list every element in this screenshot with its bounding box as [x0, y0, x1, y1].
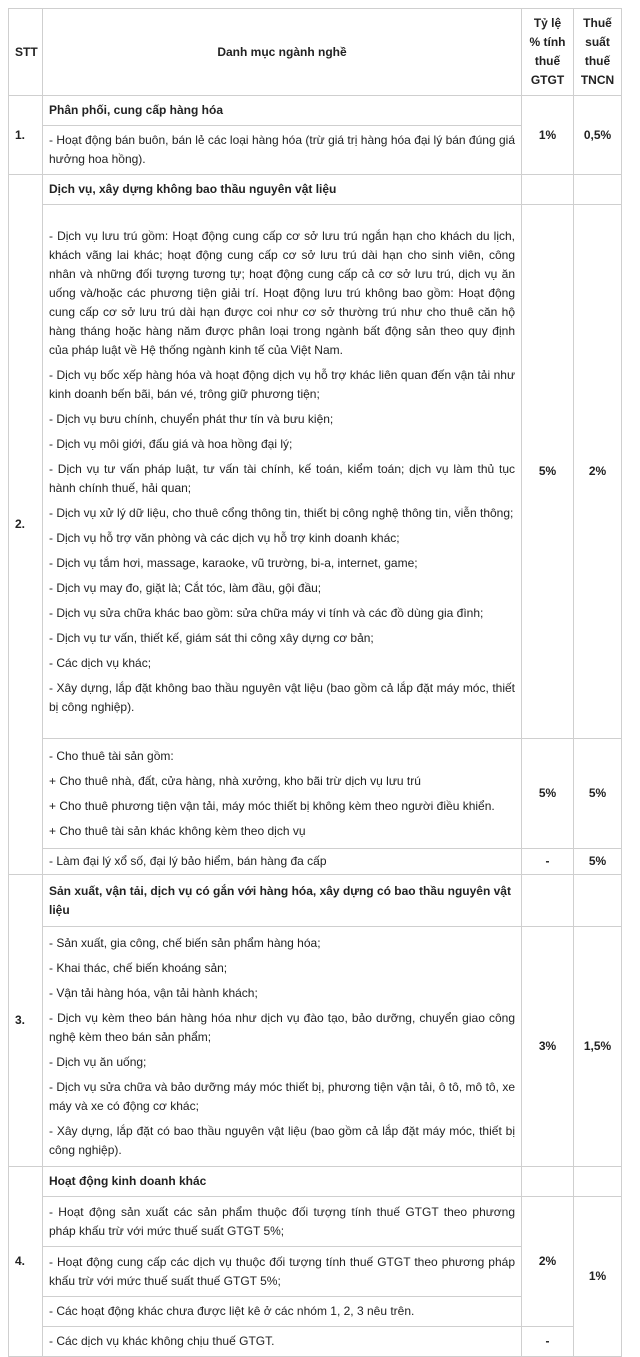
list-item: - Các hoạt động khác chưa được liệt kê ở các nhóm 1, 2, 3 nêu trên.	[43, 1297, 522, 1327]
group-1-vat: 1%	[522, 96, 574, 175]
group-3-title: Sản xuất, vận tải, dịch vụ có gắn với hàng hóa, xây dựng có bao thầu nguyên vật liệu	[43, 875, 522, 927]
list-item: - Dịch vụ bưu chính, chuyển phát thư tín và bưu kiện;	[49, 411, 334, 426]
group-2-rental	[43, 739, 522, 849]
group-4-pit: 1%	[574, 1197, 622, 1357]
list-item: - Dịch vụ tư vấn pháp luật, tư vấn tài chính, kế toán, kiểm toán; dịch vụ làm thủ tục hành chính thuế, hải quan;	[49, 461, 515, 495]
group-2-rental-vat: 5%	[522, 739, 574, 849]
list-item: - Dịch vụ tắm hơi, massage, karaoke, vũ trường, bi-a, internet, game;	[49, 555, 418, 570]
list-item: - Dịch vụ sửa chữa và bảo dưỡng máy móc thiết bị, phương tiện vận tải, ô tô, mô tô, xe máy và xe có động cơ khác;	[49, 1079, 515, 1113]
group-2-agency-vat: -	[522, 849, 574, 875]
group-2-number: 2.	[9, 175, 43, 875]
list-item: - Dịch vụ môi giới, đấu giá và hoa hồng đại lý;	[49, 436, 293, 451]
group-1-title: Phân phối, cung cấp hàng hóa	[43, 96, 522, 126]
empty-cell	[522, 1167, 574, 1197]
group-4-last-row	[9, 1327, 622, 1357]
group-4-title: Hoạt động kinh doanh khác	[43, 1167, 522, 1197]
group-1-title-row	[9, 96, 622, 126]
group-4-number: 4.	[9, 1167, 43, 1357]
group-3-pit: 1,5%	[574, 927, 622, 1167]
empty-cell	[522, 875, 574, 927]
group-4-vat: 2%	[522, 1197, 574, 1327]
group-2-vat: 5%	[522, 205, 574, 739]
list-item: + Cho thuê nhà, đất, cửa hàng, nhà xưởng, kho bãi trừ dịch vụ lưu trú	[49, 773, 421, 788]
group-2-pit: 2%	[574, 205, 622, 739]
empty-cell	[574, 875, 622, 927]
empty-cell	[574, 175, 622, 205]
list-item-text: - Hoạt động cung cấp các dịch vụ thuộc đối tượng tính thuế GTGT theo phương pháp khấu trừ với mức thuế suất thuế GTGT 5%;	[49, 1254, 515, 1288]
group-4-last-vat: -	[522, 1327, 574, 1357]
group-3-title-row	[9, 875, 622, 927]
header-pit-rate: Thuế suất thuế TNCN	[574, 9, 622, 96]
list-item	[43, 1197, 522, 1247]
group-3-vat: 3%	[522, 927, 574, 1167]
tax-rate-table	[8, 8, 622, 1357]
header-category: Danh mục ngành nghề	[43, 9, 522, 96]
list-item: - Hoạt động bán buôn, bán lẻ các loại hàng hóa (trừ giá trị hàng hóa đại lý bán đúng giá hưởng hoa hồng).	[49, 133, 515, 166]
list-item: - Dịch vụ hỗ trợ văn phòng và các dịch vụ hỗ trợ kinh doanh khác;	[49, 530, 400, 545]
group-3-items-row	[9, 927, 622, 1167]
list-item-text: - Hoạt động sản xuất các sản phẩm thuộc đối tượng tính thuế GTGT theo phương pháp khấu trừ với mức thuế suất GTGT 5%;	[49, 1204, 515, 1238]
group-1-items	[43, 126, 522, 175]
group-4-item-row	[9, 1197, 622, 1247]
empty-cell	[522, 175, 574, 205]
group-4-title-row	[9, 1167, 622, 1197]
group-3-number: 3.	[9, 875, 43, 1167]
header-row	[9, 9, 622, 96]
list-item: - Dịch vụ xử lý dữ liệu, cho thuê cổng thông tin, thiết bị công nghệ thông tin, viễn thông;	[49, 505, 514, 520]
list-item: + Cho thuê phương tiện vận tải, máy móc thiết bị không kèm theo người điều khiển.	[49, 798, 495, 813]
group-2-rental-row	[9, 739, 622, 849]
list-item: - Các dịch vụ khác không chịu thuế GTGT.	[43, 1327, 522, 1357]
group-2-title-row	[9, 175, 622, 205]
empty-cell	[574, 1167, 622, 1197]
list-item: - Các dịch vụ khác;	[49, 655, 152, 670]
list-item: - Dịch vụ kèm theo bán hàng hóa như dịch vụ đào tạo, bảo dưỡng, chuyển giao công nghệ kèm theo bán sản phẩm;	[49, 1010, 515, 1044]
group-2-title: Dịch vụ, xây dựng không bao thầu nguyên vật liệu	[43, 175, 522, 205]
list-item: - Xây dựng, lắp đặt không bao thầu nguyên vật liệu (bao gồm cả lắp đặt máy móc, thiết bị công nghiệp).	[49, 680, 515, 714]
list-item	[43, 1247, 522, 1297]
list-item: - Dịch vụ may đo, giặt là; Cắt tóc, làm đầu, gội đầu;	[49, 580, 322, 595]
group-2-services	[43, 205, 522, 739]
group-1-pit: 0,5%	[574, 96, 622, 175]
list-item: - Cho thuê tài sản gồm:	[49, 748, 174, 763]
header-vat-rate: Tỷ lệ % tính thuế GTGT	[522, 9, 574, 96]
group-2-rental-pit: 5%	[574, 739, 622, 849]
group-2-services-row	[9, 205, 622, 739]
group-1-number: 1.	[9, 96, 43, 175]
group-2-agency-pit: 5%	[574, 849, 622, 875]
list-item: - Khai thác, chế biến khoáng sản;	[49, 960, 228, 975]
group-2-agency-row	[9, 849, 622, 875]
list-item: - Dịch vụ sửa chữa khác bao gồm: sửa chữa máy vi tính và các đồ dùng gia đình;	[49, 605, 484, 620]
list-item: - Dịch vụ tư vấn, thiết kế, giám sát thi công xây dựng cơ bản;	[49, 630, 374, 645]
group-3-items	[43, 927, 522, 1167]
list-item: - Dịch vụ bốc xếp hàng hóa và hoạt động dịch vụ hỗ trợ khác liên quan đến vận tải như kinh doanh bến bãi, bán vé, trông giữ phương tiện;	[49, 367, 515, 401]
list-item: - Dịch vụ ăn uống;	[49, 1054, 147, 1069]
list-item: - Xây dựng, lắp đặt có bao thầu nguyên vật liệu (bao gồm cả lắp đặt máy móc, thiết bị công nghiệp).	[49, 1123, 515, 1157]
list-item: - Dịch vụ lưu trú gồm: Hoạt động cung cấp cơ sở lưu trú ngắn hạn cho khách du lịch, khách vãng lai khác; hoạt động cung cấp cơ sở lưu trú dài hạn cho sinh viên, công nhân và những đối tượng tương tự; hoạt động cung cấp cả cơ sở lưu trú, dịch vụ ăn uống và/hoặc các phương tiện giải trí. Hoạt động lưu trú không bao gồm: Hoạt động cung cấp cơ sở lưu trú dài hạn được coi như cơ sở thường trú như cho thuê căn hộ hàng tháng hoặc hàng năm được phân loại trong ngành bất động sản theo quy định của pháp luật về Hệ thống ngành kinh tế của Việt Nam.	[49, 228, 515, 357]
header-stt: STT	[9, 9, 43, 96]
group-2-agency: - Làm đại lý xổ số, đại lý bảo hiểm, bán hàng đa cấp	[43, 849, 522, 875]
list-item: - Vận tải hàng hóa, vận tải hành khách;	[49, 985, 258, 1000]
list-item: - Sản xuất, gia công, chế biến sản phẩm hàng hóa;	[49, 935, 321, 950]
list-item: + Cho thuê tài sản khác không kèm theo dịch vụ	[49, 823, 306, 838]
